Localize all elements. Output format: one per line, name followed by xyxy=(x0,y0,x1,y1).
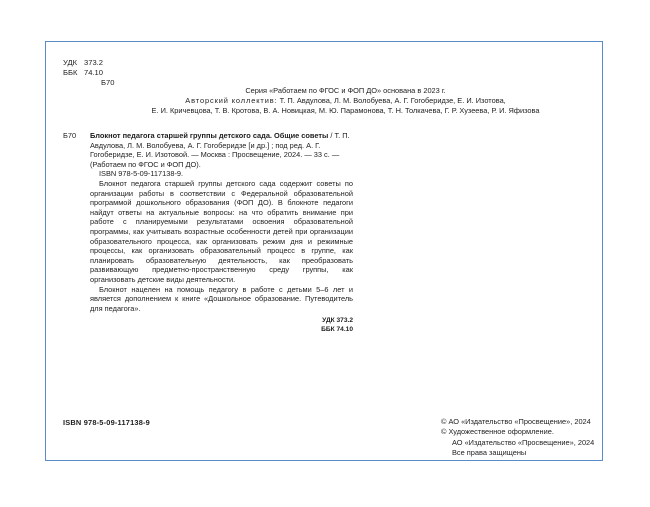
udk-label: УДК xyxy=(63,58,78,67)
copyright-line-3: АО «Издательство «Просвещение», 2024 xyxy=(452,437,595,447)
footer-isbn: ISBN 978-5-09-117138-9 xyxy=(63,418,150,427)
classification-codes xyxy=(63,58,114,88)
entry-body xyxy=(90,131,353,334)
bbk-label: ББК xyxy=(63,68,78,77)
bbk-row xyxy=(63,68,114,78)
udk-value: 373.2 xyxy=(84,58,104,67)
author-collective xyxy=(100,96,591,106)
entry-isbn: ISBN 978-5-09-117138-9. xyxy=(99,169,184,179)
entry-description xyxy=(90,131,353,169)
series-line: Серия «Работаем по ФГОС и ФОП ДО» основана в 2023 г. xyxy=(245,86,446,95)
collective-names: Т. П. Авдулова, Л. М. Волобуева, А. Г. Гогоберидзе, Е. И. Изотова, xyxy=(279,95,506,105)
bibliographic-entry xyxy=(63,131,353,334)
bibliographic-details: / Т. П. Авдулова, Л. М. Волобуева, А. Г. Гогоберидзе [и др.] ; под ред. А. Г. Гогоберидзе, Е. И. Изотовой. — Москва : Просвещение, 2024. — 33 с. — (Работаем по ФГОС и ФОП ДО). xyxy=(90,131,350,169)
bbk-right: ББК 74.10 xyxy=(321,326,353,334)
entry-row xyxy=(63,131,353,334)
entry-code: Б70 xyxy=(63,131,77,140)
bbk-value: 74.10 xyxy=(84,68,104,77)
series-header xyxy=(100,86,591,116)
book-title: Блокнот педагога старшей группы детского сада. Общие советы xyxy=(90,131,329,140)
copyright-block xyxy=(441,417,594,458)
udk-row xyxy=(63,58,114,68)
copyright-line-4: Все права защищены xyxy=(452,447,527,457)
annotation-paragraph-1: Блокнот педагога старшей группы детского сада содержит советы по организации работы в соответствии с Федеральной образовательной программой дошкольного образования (ФОП ДО). В блокноте педагоги найдут ответы на актуальные вопросы: на что обратить внимание при работе с планируемыми результатами освоения образовательной программы, как учитывать возрастные особенности детей при организации образовательного процесса, как организовать режим дня и режимные процессы, как организовать образовательный процесс в группе, как планировать образовательную деятельность, как преобразовать развивающую предметно-пространственную среду группы, как организовать детские виды деятельности. xyxy=(90,178,353,284)
copyright-line-1: © АО «Издательство «Просвещение», 2024 xyxy=(441,417,591,426)
copyright-line-2: © Художественное оформление. xyxy=(441,427,554,437)
author-mark: Б70 xyxy=(101,78,115,87)
classification-codes-right xyxy=(90,316,353,334)
collective-names-continued: Е. И. Кричевцова, Т. В. Кротова, В. А. Новицкая, М. Ю. Парамонова, Т. Н. Толкачева, Г. Р. Хузеева, Р. И. Яфизова xyxy=(151,105,540,115)
collective-label: Авторский коллектив: xyxy=(185,95,278,105)
annotation-paragraph-2: Блокнот нацелен на помощь педагогу в работе с детьми 5–6 лет и является дополнением к книге «Дошкольное образование. Путеводитель для педагога». xyxy=(90,284,353,313)
udk-right: УДК 373.2 xyxy=(322,317,353,325)
